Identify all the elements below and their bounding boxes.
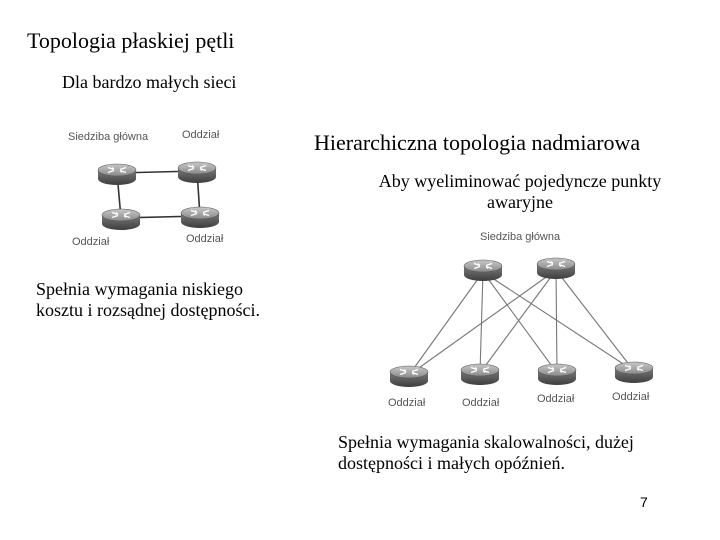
router-icon <box>178 162 216 183</box>
router-icon <box>615 362 653 383</box>
router-icon <box>102 209 140 230</box>
router-icon <box>461 364 499 385</box>
slide-title: Topologia płaskiej pętli <box>27 28 235 53</box>
router-icon <box>537 258 575 279</box>
router-icon <box>538 364 576 385</box>
hier-label-branch-1: Oddział <box>388 397 426 409</box>
loop-description: Spełnia wymagania niskiego kosztu i rozsądnej dostępności. <box>36 279 260 320</box>
hier-routers <box>390 258 653 387</box>
hier-label-branch-2: Oddział <box>462 397 500 409</box>
loop-label-branch-bottom-left: Oddział <box>72 236 110 248</box>
hier-label-branch-3: Oddział <box>537 393 575 405</box>
router-icon <box>98 164 136 185</box>
loop-label-hq: Siedziba główna <box>68 131 149 143</box>
hierarchical-title: Hierarchiczna topologia nadmiarowa <box>314 130 641 155</box>
loop-label-branch-top-right: Oddział <box>182 129 220 141</box>
page-number: 7 <box>640 494 648 510</box>
hierarchical-description: Spełnia wymagania skalowalności, dużej dostępności i małych opóźnień. <box>338 432 634 473</box>
hier-label-hq: Siedziba główna <box>480 231 561 243</box>
router-icon <box>390 366 428 387</box>
loop-label-branch-bottom-right: Oddział <box>186 233 224 245</box>
hier-label-branch-4: Oddział <box>612 391 650 403</box>
hier-links <box>409 270 634 375</box>
router-icon <box>464 260 502 281</box>
loop-subtitle: Dla bardzo małych sieci <box>62 72 237 92</box>
hierarchical-goal: Aby wyeliminować pojedyncze punkty awaryjne <box>378 171 662 212</box>
router-icon <box>181 207 219 228</box>
